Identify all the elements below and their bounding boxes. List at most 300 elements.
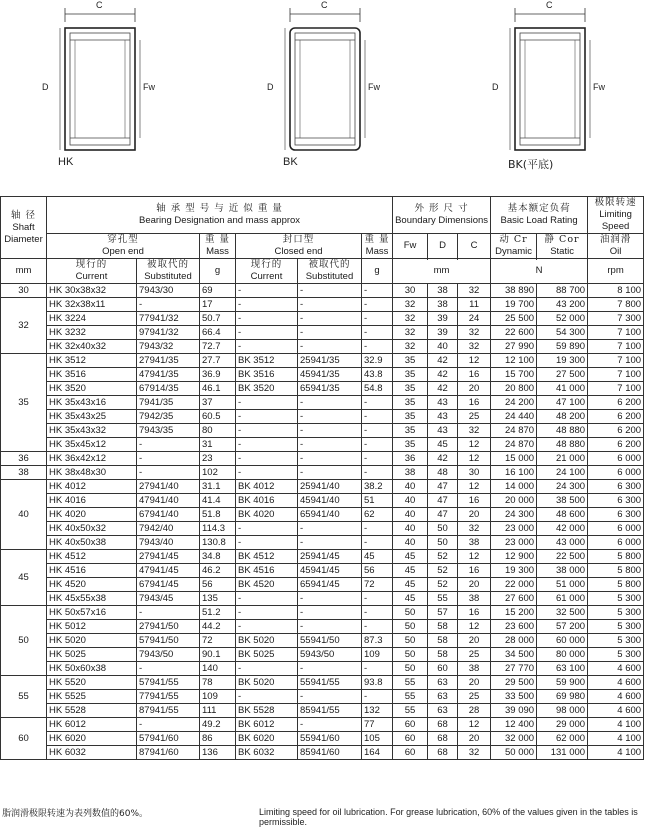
table-cell: 24 300: [491, 508, 537, 522]
table-cell: -: [137, 452, 200, 466]
table-cell: HK 4520: [47, 578, 137, 592]
table-cell: 87.3: [362, 634, 393, 648]
table-row: [1, 354, 644, 368]
table-cell: 6 000: [588, 466, 644, 480]
table-row: [1, 494, 644, 508]
table-cell: 42: [428, 452, 458, 466]
table-cell: 24 870: [491, 438, 537, 452]
table-cell: HK 4012: [47, 480, 137, 494]
table-cell: 24 440: [491, 410, 537, 424]
table-cell: 25: [458, 410, 491, 424]
bk-dim-fw: Fw: [368, 82, 380, 92]
table-cell: 43: [428, 424, 458, 438]
bk-dim-d: D: [267, 82, 274, 92]
table-body: [1, 284, 644, 760]
table-cell: -: [298, 592, 362, 606]
oil-header: 油润滑 Oil: [588, 234, 644, 259]
table-cell: 7943/40: [137, 536, 200, 550]
table-cell: -: [362, 662, 393, 676]
table-cell: -: [362, 606, 393, 620]
table-cell: 32: [458, 326, 491, 340]
table-cell: 63: [428, 676, 458, 690]
table-cell: 136: [200, 746, 236, 760]
table-cell: 24 100: [537, 466, 588, 480]
table-cell: HK 45x55x38: [47, 592, 137, 606]
table-cell: 20: [458, 676, 491, 690]
table-cell: 32: [458, 284, 491, 298]
table-cell: -: [298, 690, 362, 704]
table-cell: 130.8: [200, 536, 236, 550]
table-cell: BK 4520: [236, 578, 298, 592]
table-cell: 6 200: [588, 424, 644, 438]
table-cell: 25941/40: [298, 480, 362, 494]
table-cell: 59 890: [537, 340, 588, 354]
table-cell: HK 4516: [47, 564, 137, 578]
table-row: [1, 550, 644, 564]
shaft-diameter-cell: 55: [1, 676, 47, 718]
table-cell: 56: [362, 564, 393, 578]
table-row: [1, 606, 644, 620]
table-row: [1, 410, 644, 424]
table-cell: 15 700: [491, 368, 537, 382]
table-cell: 77: [362, 718, 393, 732]
table-cell: 60: [393, 746, 428, 760]
table-cell: 27.7: [200, 354, 236, 368]
table-cell: 32: [393, 326, 428, 340]
table-cell: 43.8: [362, 368, 393, 382]
bk-flat-dim-fw: Fw: [593, 82, 605, 92]
table-cell: 25: [458, 648, 491, 662]
shaft-diameter-cell: 36: [1, 452, 47, 466]
table-cell: 47941/45: [137, 564, 200, 578]
table-cell: 7941/35: [137, 396, 200, 410]
table-cell: 55941/50: [298, 634, 362, 648]
table-row: [1, 578, 644, 592]
table-cell: 42 000: [537, 522, 588, 536]
table-cell: 38.2: [362, 480, 393, 494]
table-cell: 16: [458, 494, 491, 508]
table-cell: 87941/55: [137, 704, 200, 718]
table-cell: 48 200: [537, 410, 588, 424]
table-cell: 51.2: [200, 606, 236, 620]
table-cell: 15 200: [491, 606, 537, 620]
table-cell: 27 600: [491, 592, 537, 606]
table-cell: 55941/60: [298, 732, 362, 746]
table-cell: -: [298, 606, 362, 620]
table-cell: HK 5012: [47, 620, 137, 634]
table-cell: 35: [393, 354, 428, 368]
table-cell: 38: [393, 466, 428, 480]
table-cell: 65941/35: [298, 382, 362, 396]
table-cell: -: [298, 522, 362, 536]
table-cell: -: [298, 410, 362, 424]
table-cell: -: [298, 340, 362, 354]
table-cell: 55: [393, 704, 428, 718]
table-cell: 4 600: [588, 690, 644, 704]
table-cell: 39: [428, 326, 458, 340]
table-cell: 57 200: [537, 620, 588, 634]
table-cell: -: [362, 438, 393, 452]
table-cell: 22 000: [491, 578, 537, 592]
table-cell: HK 6012: [47, 718, 137, 732]
table-cell: 23 000: [491, 536, 537, 550]
table-cell: 61 000: [537, 592, 588, 606]
table-cell: BK 4020: [236, 508, 298, 522]
table-cell: 50: [393, 606, 428, 620]
table-cell: HK 5525: [47, 690, 137, 704]
table-cell: 32: [393, 298, 428, 312]
table-cell: 43: [428, 396, 458, 410]
table-cell: 7943/45: [137, 592, 200, 606]
d-header: D: [428, 234, 458, 259]
table-cell: BK 5025: [236, 648, 298, 662]
table-cell: 68: [428, 718, 458, 732]
table-cell: 63 100: [537, 662, 588, 676]
table-cell: HK 35x43x16: [47, 396, 137, 410]
table-cell: -: [236, 690, 298, 704]
table-cell: 36.9: [200, 368, 236, 382]
table-cell: BK 4016: [236, 494, 298, 508]
table-cell: 5 300: [588, 620, 644, 634]
shaft-diameter-cell: 38: [1, 466, 47, 480]
table-cell: 85941/55: [298, 704, 362, 718]
table-cell: 27 770: [491, 662, 537, 676]
table-cell: -: [236, 620, 298, 634]
table-cell: 35: [393, 410, 428, 424]
table-cell: 7 300: [588, 312, 644, 326]
table-cell: 32 000: [491, 732, 537, 746]
table-cell: -: [236, 410, 298, 424]
table-cell: 52: [428, 564, 458, 578]
table-cell: 58: [428, 634, 458, 648]
bk-flat-dim-c: C: [546, 0, 553, 10]
table-row: [1, 368, 644, 382]
table-cell: 24 300: [537, 480, 588, 494]
table-cell: HK 50x60x38: [47, 662, 137, 676]
table-cell: 32: [393, 340, 428, 354]
table-cell: 47: [428, 480, 458, 494]
table-cell: 8 100: [588, 284, 644, 298]
table-cell: 15 000: [491, 452, 537, 466]
table-cell: 35: [393, 424, 428, 438]
table-cell: 40: [428, 340, 458, 354]
table-row: [1, 340, 644, 354]
table-cell: 40: [393, 522, 428, 536]
table-cell: 35: [393, 396, 428, 410]
table-cell: -: [137, 298, 200, 312]
table-cell: 47 100: [537, 396, 588, 410]
table-cell: 43 200: [537, 298, 588, 312]
table-cell: -: [298, 620, 362, 634]
table-cell: 20 000: [491, 494, 537, 508]
table-cell: 48 880: [537, 424, 588, 438]
table-cell: 29 000: [537, 718, 588, 732]
table-cell: -: [298, 424, 362, 438]
table-cell: 140: [200, 662, 236, 676]
table-cell: 22 500: [537, 550, 588, 564]
table-cell: BK 5020: [236, 676, 298, 690]
table-cell: 55: [428, 592, 458, 606]
table-cell: 97941/32: [137, 326, 200, 340]
table-cell: 60 000: [537, 634, 588, 648]
mass-header-closed: 重 量 Mass: [362, 234, 393, 259]
table-row: [1, 312, 644, 326]
table-cell: 7 100: [588, 368, 644, 382]
table-cell: 60: [393, 732, 428, 746]
table-cell: 4 600: [588, 676, 644, 690]
table-cell: 7943/30: [137, 284, 200, 298]
table-cell: 12: [458, 620, 491, 634]
bearing-diagrams: [0, 0, 650, 190]
table-row: [1, 746, 644, 760]
table-cell: 6 200: [588, 438, 644, 452]
table-cell: 5943/50: [298, 648, 362, 662]
table-cell: HK 4020: [47, 508, 137, 522]
table-cell: HK 3520: [47, 382, 137, 396]
table-cell: 67941/45: [137, 578, 200, 592]
cor-header: 静 Cor Static: [537, 234, 588, 259]
table-row: [1, 564, 644, 578]
table-cell: 39: [428, 312, 458, 326]
table-cell: 41 000: [537, 382, 588, 396]
table-cell: 5 800: [588, 578, 644, 592]
table-cell: BK 3520: [236, 382, 298, 396]
table-cell: 51 000: [537, 578, 588, 592]
table-cell: -: [362, 326, 393, 340]
table-cell: 50: [393, 634, 428, 648]
table-cell: 7943/32: [137, 340, 200, 354]
table-cell: -: [236, 452, 298, 466]
table-cell: 29 500: [491, 676, 537, 690]
table-cell: 24: [458, 312, 491, 326]
table-cell: 60.5: [200, 410, 236, 424]
footer-note-en: Limiting speed for oil lubrication. For grease lubrication, 60% of the values given in the tables is permissible.: [259, 807, 638, 827]
table-cell: 38: [428, 284, 458, 298]
table-row: [1, 592, 644, 606]
table-cell: BK 5528: [236, 704, 298, 718]
table-cell: -: [298, 298, 362, 312]
table-cell: 32.9: [362, 354, 393, 368]
table-cell: 38 500: [537, 494, 588, 508]
table-cell: -: [298, 326, 362, 340]
table-cell: 12 400: [491, 718, 537, 732]
table-cell: 52: [428, 550, 458, 564]
table-cell: 7942/35: [137, 410, 200, 424]
table-cell: HK 4016: [47, 494, 137, 508]
table-cell: 22 600: [491, 326, 537, 340]
table-cell: 6 300: [588, 480, 644, 494]
table-cell: 11: [458, 298, 491, 312]
table-cell: 12: [458, 718, 491, 732]
boundary-header: 外 形 尺 寸 Boundary Dimensions: [393, 197, 491, 234]
table-cell: 47941/35: [137, 368, 200, 382]
hk-dim-fw: Fw: [143, 82, 155, 92]
table-cell: 132: [362, 704, 393, 718]
table-row: [1, 522, 644, 536]
table-cell: 50: [393, 662, 428, 676]
table-cell: -: [236, 662, 298, 676]
table-cell: 57941/55: [137, 676, 200, 690]
table-cell: 49.2: [200, 718, 236, 732]
table-row: [1, 508, 644, 522]
bk-dim-c: C: [321, 0, 328, 10]
table-cell: -: [362, 312, 393, 326]
table-cell: 33 500: [491, 690, 537, 704]
table-cell: BK 6032: [236, 746, 298, 760]
table-cell: 23 000: [491, 522, 537, 536]
table-cell: 44.2: [200, 620, 236, 634]
table-cell: 27 500: [537, 368, 588, 382]
table-cell: 7 100: [588, 326, 644, 340]
table-cell: 20: [458, 578, 491, 592]
table-cell: -: [362, 284, 393, 298]
table-cell: BK 6012: [236, 718, 298, 732]
diagram-bk: [265, 0, 395, 185]
diagram-hk: [40, 0, 170, 185]
table-cell: HK 3224: [47, 312, 137, 326]
table-cell: -: [236, 312, 298, 326]
table-cell: HK 5520: [47, 676, 137, 690]
designation-header: 轴 承 型 号 与 近 似 重 量 Bearing Designation and mass approx: [47, 197, 393, 234]
table-cell: 45: [393, 550, 428, 564]
table-cell: -: [298, 718, 362, 732]
table-cell: 48 600: [537, 508, 588, 522]
table-cell: -: [236, 522, 298, 536]
table-cell: 80: [200, 424, 236, 438]
table-cell: 16: [458, 368, 491, 382]
table-cell: HK 40x50x38: [47, 536, 137, 550]
table-cell: -: [362, 452, 393, 466]
table-cell: BK 3512: [236, 354, 298, 368]
table-cell: 47: [428, 494, 458, 508]
table-cell: 25941/35: [298, 354, 362, 368]
table-cell: 50: [428, 536, 458, 550]
table-cell: 12: [458, 438, 491, 452]
table-cell: -: [137, 438, 200, 452]
table-cell: -: [236, 298, 298, 312]
table-cell: 38: [458, 536, 491, 550]
table-cell: 27941/50: [137, 620, 200, 634]
table-cell: 16: [458, 564, 491, 578]
table-cell: 20: [458, 732, 491, 746]
table-cell: 6 200: [588, 396, 644, 410]
table-cell: -: [236, 424, 298, 438]
table-cell: BK 5020: [236, 634, 298, 648]
table-cell: HK 6032: [47, 746, 137, 760]
table-row: [1, 284, 644, 298]
table-cell: 48: [428, 466, 458, 480]
shaft-diameter-cell: 45: [1, 550, 47, 606]
table-cell: 6 000: [588, 452, 644, 466]
table-cell: 56: [200, 578, 236, 592]
table-cell: 45: [393, 578, 428, 592]
table-row: [1, 690, 644, 704]
table-cell: 57941/50: [137, 634, 200, 648]
table-cell: 25 500: [491, 312, 537, 326]
table-cell: HK 5020: [47, 634, 137, 648]
table-cell: 109: [200, 690, 236, 704]
table-cell: 40: [393, 480, 428, 494]
table-cell: 50: [393, 620, 428, 634]
table-cell: 65941/40: [298, 508, 362, 522]
table-cell: -: [362, 298, 393, 312]
table-row: [1, 634, 644, 648]
table-cell: 38 890: [491, 284, 537, 298]
table-cell: 40: [393, 536, 428, 550]
table-cell: 16: [458, 396, 491, 410]
hk-dim-c: C: [96, 0, 103, 10]
table-cell: 57: [428, 606, 458, 620]
table-cell: HK 32x38x11: [47, 298, 137, 312]
table-cell: 72: [200, 634, 236, 648]
table-cell: 7 800: [588, 298, 644, 312]
table-cell: 52 000: [537, 312, 588, 326]
table-cell: BK 4516: [236, 564, 298, 578]
table-cell: HK 35x45x12: [47, 438, 137, 452]
table-cell: -: [236, 592, 298, 606]
table-cell: 54 300: [537, 326, 588, 340]
table-cell: 69 980: [537, 690, 588, 704]
table-cell: -: [362, 592, 393, 606]
unit-mm-dims: mm: [393, 259, 491, 284]
table-cell: 32: [458, 746, 491, 760]
table-cell: 62: [362, 508, 393, 522]
table-cell: 4 100: [588, 746, 644, 760]
table-cell: -: [137, 718, 200, 732]
table-cell: -: [298, 396, 362, 410]
table-row: [1, 466, 644, 480]
table-cell: 19 300: [491, 564, 537, 578]
table-cell: -: [362, 690, 393, 704]
table-row: [1, 704, 644, 718]
table-cell: 4 600: [588, 662, 644, 676]
table-cell: 4 100: [588, 732, 644, 746]
table-cell: 20: [458, 508, 491, 522]
table-cell: 51.8: [200, 508, 236, 522]
table-cell: 62 000: [537, 732, 588, 746]
table-cell: 45: [393, 564, 428, 578]
table-cell: 47941/40: [137, 494, 200, 508]
table-row: [1, 662, 644, 676]
table-cell: 77941/55: [137, 690, 200, 704]
closed-end-header: 封口型 Closed end: [236, 234, 362, 259]
table-cell: 43: [428, 410, 458, 424]
bk-flat-label: BK(平底): [508, 158, 554, 171]
table-cell: 39 090: [491, 704, 537, 718]
hk-dim-d: D: [42, 82, 49, 92]
table-cell: -: [236, 438, 298, 452]
unit-g-closed: g: [362, 259, 393, 284]
table-cell: -: [362, 620, 393, 634]
table-cell: 60: [428, 662, 458, 676]
table-cell: 27941/40: [137, 480, 200, 494]
table-cell: 38: [458, 662, 491, 676]
table-cell: 16: [458, 606, 491, 620]
table-row: [1, 536, 644, 550]
table-cell: 32 500: [537, 606, 588, 620]
table-cell: 114.3: [200, 522, 236, 536]
bk-flat-dim-d: D: [492, 82, 499, 92]
table-cell: -: [137, 662, 200, 676]
table-header: [1, 197, 644, 284]
table-row: [1, 424, 644, 438]
table-cell: -: [362, 536, 393, 550]
table-cell: 38: [428, 298, 458, 312]
table-cell: 85941/60: [298, 746, 362, 760]
table-cell: 6 000: [588, 536, 644, 550]
table-cell: 135: [200, 592, 236, 606]
table-cell: 50: [428, 522, 458, 536]
